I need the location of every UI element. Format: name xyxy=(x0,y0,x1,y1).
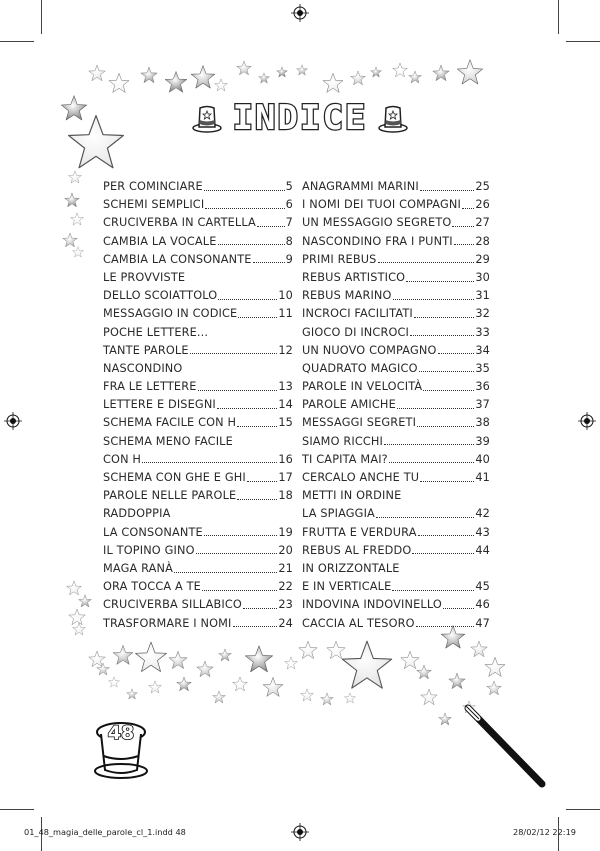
index-entry-title: SCHEMA MENO FACILE xyxy=(103,434,233,448)
star-icon xyxy=(78,594,92,608)
index-entry-page: 36 xyxy=(475,380,490,394)
dot-leader xyxy=(204,535,278,536)
index-entry-title: SCHEMA FACILE CON H xyxy=(103,416,237,430)
index-entry xyxy=(103,287,293,305)
index-entry-title: E IN VERTICALE xyxy=(302,580,392,594)
dot-leader xyxy=(393,299,475,300)
index-entry xyxy=(103,596,293,614)
index-entry-title: PAROLE IN VELOCITÀ xyxy=(302,380,423,394)
index-entry-title: PAROLE NELLE PAROLE xyxy=(103,489,237,503)
index-entry-page: 43 xyxy=(475,525,490,539)
dot-leader xyxy=(462,208,474,209)
index-entry xyxy=(103,615,293,633)
crop-mark xyxy=(0,41,34,42)
star-icon xyxy=(350,70,366,86)
index-entry xyxy=(103,269,293,287)
dot-leader xyxy=(438,353,475,354)
index-entry-title: LA SPIAGGIA xyxy=(302,507,375,521)
title-row xyxy=(0,96,600,140)
index-entry-title: TANTE PAROLE xyxy=(103,343,189,357)
star-icon xyxy=(344,692,356,704)
star-icon xyxy=(134,640,168,674)
star-icon xyxy=(126,688,138,700)
index-entry-page: 28 xyxy=(475,234,490,248)
index-entry xyxy=(302,596,490,614)
index-entry-title: MESSAGGI SEGRETI xyxy=(302,416,417,430)
dot-leader xyxy=(412,553,474,554)
index-entry-page: 15 xyxy=(278,416,293,430)
dot-leader xyxy=(196,553,278,554)
index-entry-title: MAGA RANÀ xyxy=(103,561,173,575)
star-icon xyxy=(196,660,214,678)
magic-hat-icon xyxy=(191,102,223,134)
index-entry-title: CAMBIA LA CONSONANTE xyxy=(103,252,252,266)
index-entry-title: METTI IN ORDINE xyxy=(302,489,402,503)
index-entry xyxy=(302,542,490,560)
index-entry xyxy=(302,524,490,542)
print-slug xyxy=(0,827,600,841)
index-entry xyxy=(103,251,293,269)
index-entry xyxy=(103,378,293,396)
index-entry xyxy=(302,251,490,269)
star-icon xyxy=(148,680,162,694)
index-right-column xyxy=(302,178,490,633)
star-icon xyxy=(296,64,308,76)
index-entry-page: 37 xyxy=(475,398,490,412)
dot-leader xyxy=(420,190,474,191)
star-icon xyxy=(322,72,344,94)
star-icon xyxy=(164,70,188,94)
star-icon xyxy=(190,64,216,90)
index-entry-page: 8 xyxy=(285,234,293,248)
index-entry-page: 34 xyxy=(475,343,490,357)
index-entry-page: 5 xyxy=(285,180,293,193)
index-entry-page: 38 xyxy=(475,416,490,430)
index-entry xyxy=(103,578,293,596)
index-entry-page: 19 xyxy=(278,525,293,539)
index-entry xyxy=(103,433,293,451)
index-entry-page: 9 xyxy=(285,252,293,266)
index-entry xyxy=(302,396,490,414)
index-entry-page: 12 xyxy=(278,343,293,357)
index-entry-title: QUADRATO MAGICO xyxy=(302,361,418,375)
index-entry-title: LE PROVVISTE xyxy=(103,270,186,284)
index-entry-title: I NOMI DEI TUOI COMPAGNI xyxy=(302,198,461,212)
index-entry xyxy=(103,542,293,560)
star-icon xyxy=(108,72,130,94)
star-icon xyxy=(408,70,422,84)
star-icon xyxy=(484,656,506,678)
index-entry xyxy=(103,305,293,323)
star-icon xyxy=(276,66,288,78)
index-entry-title: SCHEMI SEMPLICI xyxy=(103,198,205,212)
dot-leader xyxy=(247,481,277,482)
dot-leader xyxy=(233,626,278,627)
index-entry-page: 6 xyxy=(285,198,293,212)
index-entry-page: 40 xyxy=(475,452,490,466)
index-entry-page: 7 xyxy=(285,216,293,230)
index-entry-title: PAROLE AMICHE xyxy=(302,398,396,412)
dot-leader xyxy=(392,590,474,591)
crop-mark xyxy=(566,809,600,810)
crop-mark xyxy=(566,41,600,42)
dot-leader xyxy=(243,608,277,609)
index-entry-page: 27 xyxy=(475,216,490,230)
magic-hat-icon xyxy=(377,102,409,134)
index-entry-title: LA CONSONANTE xyxy=(103,525,203,539)
crop-mark xyxy=(41,0,42,34)
index-entry xyxy=(103,524,293,542)
dot-leader xyxy=(418,535,475,536)
index-entry-page: 16 xyxy=(278,452,293,466)
index-entry xyxy=(103,196,293,214)
index-entry xyxy=(302,360,490,378)
star-icon xyxy=(72,246,84,258)
crop-mark xyxy=(0,809,34,810)
index-entry-title: FRUTTA E VERDURA xyxy=(302,525,417,539)
index-entry xyxy=(302,615,490,633)
index-entry xyxy=(302,342,490,360)
star-icon xyxy=(456,58,484,86)
dot-leader xyxy=(205,208,284,209)
index-entry-title: TI CAPITA MAI? xyxy=(302,452,388,466)
slug-filename: 01_48_magia_delle_parole_cl_1.indd 48 xyxy=(24,827,186,837)
star-icon xyxy=(244,644,274,674)
index-entry-title: REBUS MARINO xyxy=(302,289,392,303)
index-entry-page: 18 xyxy=(278,489,293,503)
star-icon xyxy=(112,644,134,666)
index-entry-title: DELLO SCOIATTOLO xyxy=(103,289,218,303)
index-entry xyxy=(302,178,490,196)
index-entry-title: INDOVINA INDOVINELLO xyxy=(302,598,442,612)
index-entry xyxy=(302,287,490,305)
index-entry xyxy=(103,560,293,578)
dot-leader xyxy=(378,262,475,263)
index-entry xyxy=(302,433,490,451)
registration-mark-icon xyxy=(291,823,309,841)
star-icon xyxy=(72,622,86,636)
index-entry-title: IN ORIZZONTALE xyxy=(302,561,400,575)
dot-leader xyxy=(410,335,474,336)
index-entry-page: 45 xyxy=(475,580,490,594)
index-entry-title: CON H xyxy=(103,452,142,466)
dot-leader xyxy=(238,317,277,318)
star-icon xyxy=(420,688,438,706)
index-entry-title: FRA LE LETTERE xyxy=(103,380,197,394)
index-entry-title: RADDOPPIA xyxy=(103,507,171,521)
index-entry-page: 33 xyxy=(475,325,490,339)
index-entry-title: ANAGRAMMI MARINI xyxy=(302,180,419,193)
index-entry xyxy=(302,505,490,523)
registration-mark-icon xyxy=(291,4,309,22)
star-icon xyxy=(298,640,318,660)
index-entry-title: REBUS AL FREDDO xyxy=(302,543,412,557)
index-entry-title: CAMBIA LA VOCALE xyxy=(103,234,217,248)
index-entry-page: 14 xyxy=(278,398,293,412)
dot-leader xyxy=(376,517,474,518)
index-entry-title: UN NUOVO COMPAGNO xyxy=(302,343,437,357)
index-entry-title: IL TOPINO GINO xyxy=(103,543,195,557)
index-entry-title: CRUCIVERBA IN CARTELLA xyxy=(103,216,256,230)
dot-leader xyxy=(190,353,278,354)
index-entry-title: PRIMI REBUS xyxy=(302,252,377,266)
star-icon xyxy=(320,692,334,706)
index-entry xyxy=(103,324,293,342)
index-entry xyxy=(103,396,293,414)
index-left-column xyxy=(103,178,293,633)
index-entry-page: 17 xyxy=(278,471,293,484)
star-icon xyxy=(486,680,502,696)
index-entry-title: GIOCO DI INCROCI xyxy=(302,325,410,339)
index-entry-page: 11 xyxy=(278,307,293,321)
dot-leader xyxy=(257,226,285,227)
index-entry-page: 46 xyxy=(475,598,490,612)
index-entry-title: NASCONDINO xyxy=(103,361,183,375)
dot-leader xyxy=(218,244,285,245)
index-entry-title: TRASFORMARE I NOMI xyxy=(103,616,232,630)
index-entry-title: CERCALO ANCHE TU xyxy=(302,471,420,484)
index-entry-title: SIAMO RICCHI xyxy=(302,434,384,448)
index-entry xyxy=(302,305,490,323)
index-entry-title: PER COMINCIARE xyxy=(103,180,203,193)
index-entry xyxy=(302,233,490,251)
dot-leader xyxy=(142,462,277,463)
dot-leader xyxy=(454,244,475,245)
index-entry xyxy=(103,360,293,378)
dot-leader xyxy=(419,371,475,372)
index-entry-page: 41 xyxy=(475,471,490,484)
index-entry-title: NASCONDINO FRA I PUNTI xyxy=(302,234,453,248)
dot-leader xyxy=(174,572,277,573)
index-entry-page: 32 xyxy=(475,307,490,321)
index-entry xyxy=(302,451,490,469)
index-entry-title: CACCIA AL TESORO xyxy=(302,616,415,630)
star-icon xyxy=(64,192,80,208)
dot-leader xyxy=(237,426,277,427)
index-entry-title: ORA TOCCA A TE xyxy=(103,580,201,594)
star-icon xyxy=(392,62,408,78)
slug-datetime: 28/02/12 22:19 xyxy=(513,827,576,837)
dot-leader xyxy=(204,190,285,191)
dot-leader xyxy=(452,226,474,227)
index-entry xyxy=(103,342,293,360)
index-entry-page: 10 xyxy=(278,289,293,303)
index-entry xyxy=(103,487,293,505)
index-entry-title: INCROCI FACILITATI xyxy=(302,307,413,321)
dot-leader xyxy=(406,281,474,282)
index-entry xyxy=(302,269,490,287)
magic-wand-icon xyxy=(462,700,552,790)
star-icon xyxy=(96,662,110,676)
registration-mark-icon xyxy=(578,412,596,430)
dot-leader xyxy=(253,262,285,263)
dot-leader xyxy=(198,390,278,391)
index-entry xyxy=(302,487,490,505)
index-entry-page: 23 xyxy=(278,598,293,612)
star-icon xyxy=(262,676,284,698)
index-entry-page: 39 xyxy=(475,434,490,448)
star-icon xyxy=(140,66,158,84)
index-entry-page: 44 xyxy=(475,543,490,557)
index-entry xyxy=(302,324,490,342)
dot-leader xyxy=(384,444,474,445)
dot-leader xyxy=(218,299,277,300)
star-icon xyxy=(258,72,270,84)
star-icon xyxy=(88,64,106,82)
index-entry xyxy=(103,178,293,196)
index-entry-page: 29 xyxy=(475,252,490,266)
star-icon xyxy=(232,676,248,692)
star-icon xyxy=(300,688,314,702)
index-entry-title: LETTERE E DISEGNI xyxy=(103,398,216,412)
star-icon xyxy=(370,66,382,78)
index-entry xyxy=(302,578,490,596)
index-entry-title: UN MESSAGGIO SEGRETO xyxy=(302,216,452,230)
index-entry-page: 25 xyxy=(475,180,490,193)
index-entry xyxy=(103,451,293,469)
index-entry-page: 31 xyxy=(475,289,490,303)
index-entry-title: SCHEMA CON GHE E GHI xyxy=(103,471,246,484)
index-entry-title: CRUCIVERBA SILLABICO xyxy=(103,598,242,612)
index-entry-page: 24 xyxy=(278,616,293,630)
dot-leader xyxy=(217,408,277,409)
index-entry xyxy=(103,414,293,432)
index-entry xyxy=(103,505,293,523)
index-entry xyxy=(302,196,490,214)
index-entry-page: 26 xyxy=(475,198,490,212)
index-entry-page: 42 xyxy=(475,507,490,521)
page-number: 48 xyxy=(107,722,135,744)
star-icon xyxy=(432,64,450,82)
index-entry xyxy=(103,469,293,487)
index-entry-page: 22 xyxy=(278,580,293,594)
star-icon xyxy=(438,712,452,726)
index-entry-page: 13 xyxy=(278,380,293,394)
star-icon xyxy=(448,672,466,690)
dot-leader xyxy=(414,317,474,318)
dot-leader xyxy=(416,626,475,627)
star-icon xyxy=(176,676,192,692)
star-icon xyxy=(284,656,298,670)
index-entry-page: 21 xyxy=(278,561,293,575)
index-entry xyxy=(302,214,490,232)
dot-leader xyxy=(423,390,474,391)
dot-leader xyxy=(389,462,474,463)
index-entry-page: 47 xyxy=(475,616,490,630)
index-entry-page: 20 xyxy=(278,543,293,557)
registration-mark-icon xyxy=(4,412,22,430)
dot-leader xyxy=(443,608,474,609)
index-entry-page: 35 xyxy=(475,361,490,375)
index-entry xyxy=(103,214,293,232)
index-entry xyxy=(103,233,293,251)
star-icon xyxy=(236,60,252,76)
dot-leader xyxy=(397,408,474,409)
index-entry-title: REBUS ARTISTICO xyxy=(302,270,406,284)
star-icon xyxy=(212,690,226,704)
dot-leader xyxy=(420,481,474,482)
index-entry-title: MESSAGGIO IN CODICE xyxy=(103,307,238,321)
star-icon xyxy=(70,212,84,226)
star-icon xyxy=(340,638,394,692)
index-entry xyxy=(302,469,490,487)
star-icon xyxy=(214,78,228,92)
star-icon xyxy=(108,676,120,688)
dot-leader xyxy=(417,426,474,427)
star-icon xyxy=(68,170,82,184)
index-entry xyxy=(302,560,490,578)
star-icon xyxy=(218,648,232,662)
star-icon xyxy=(168,650,188,670)
crop-mark xyxy=(558,0,559,34)
index-entry-page: 30 xyxy=(475,270,490,284)
index-entry xyxy=(302,378,490,396)
dot-leader xyxy=(202,590,277,591)
star-icon xyxy=(416,664,432,680)
dot-leader xyxy=(237,499,277,500)
page-title: INDICE xyxy=(232,98,368,138)
index-entry xyxy=(302,414,490,432)
index-entry-title: POCHE LETTERE... xyxy=(103,325,209,339)
